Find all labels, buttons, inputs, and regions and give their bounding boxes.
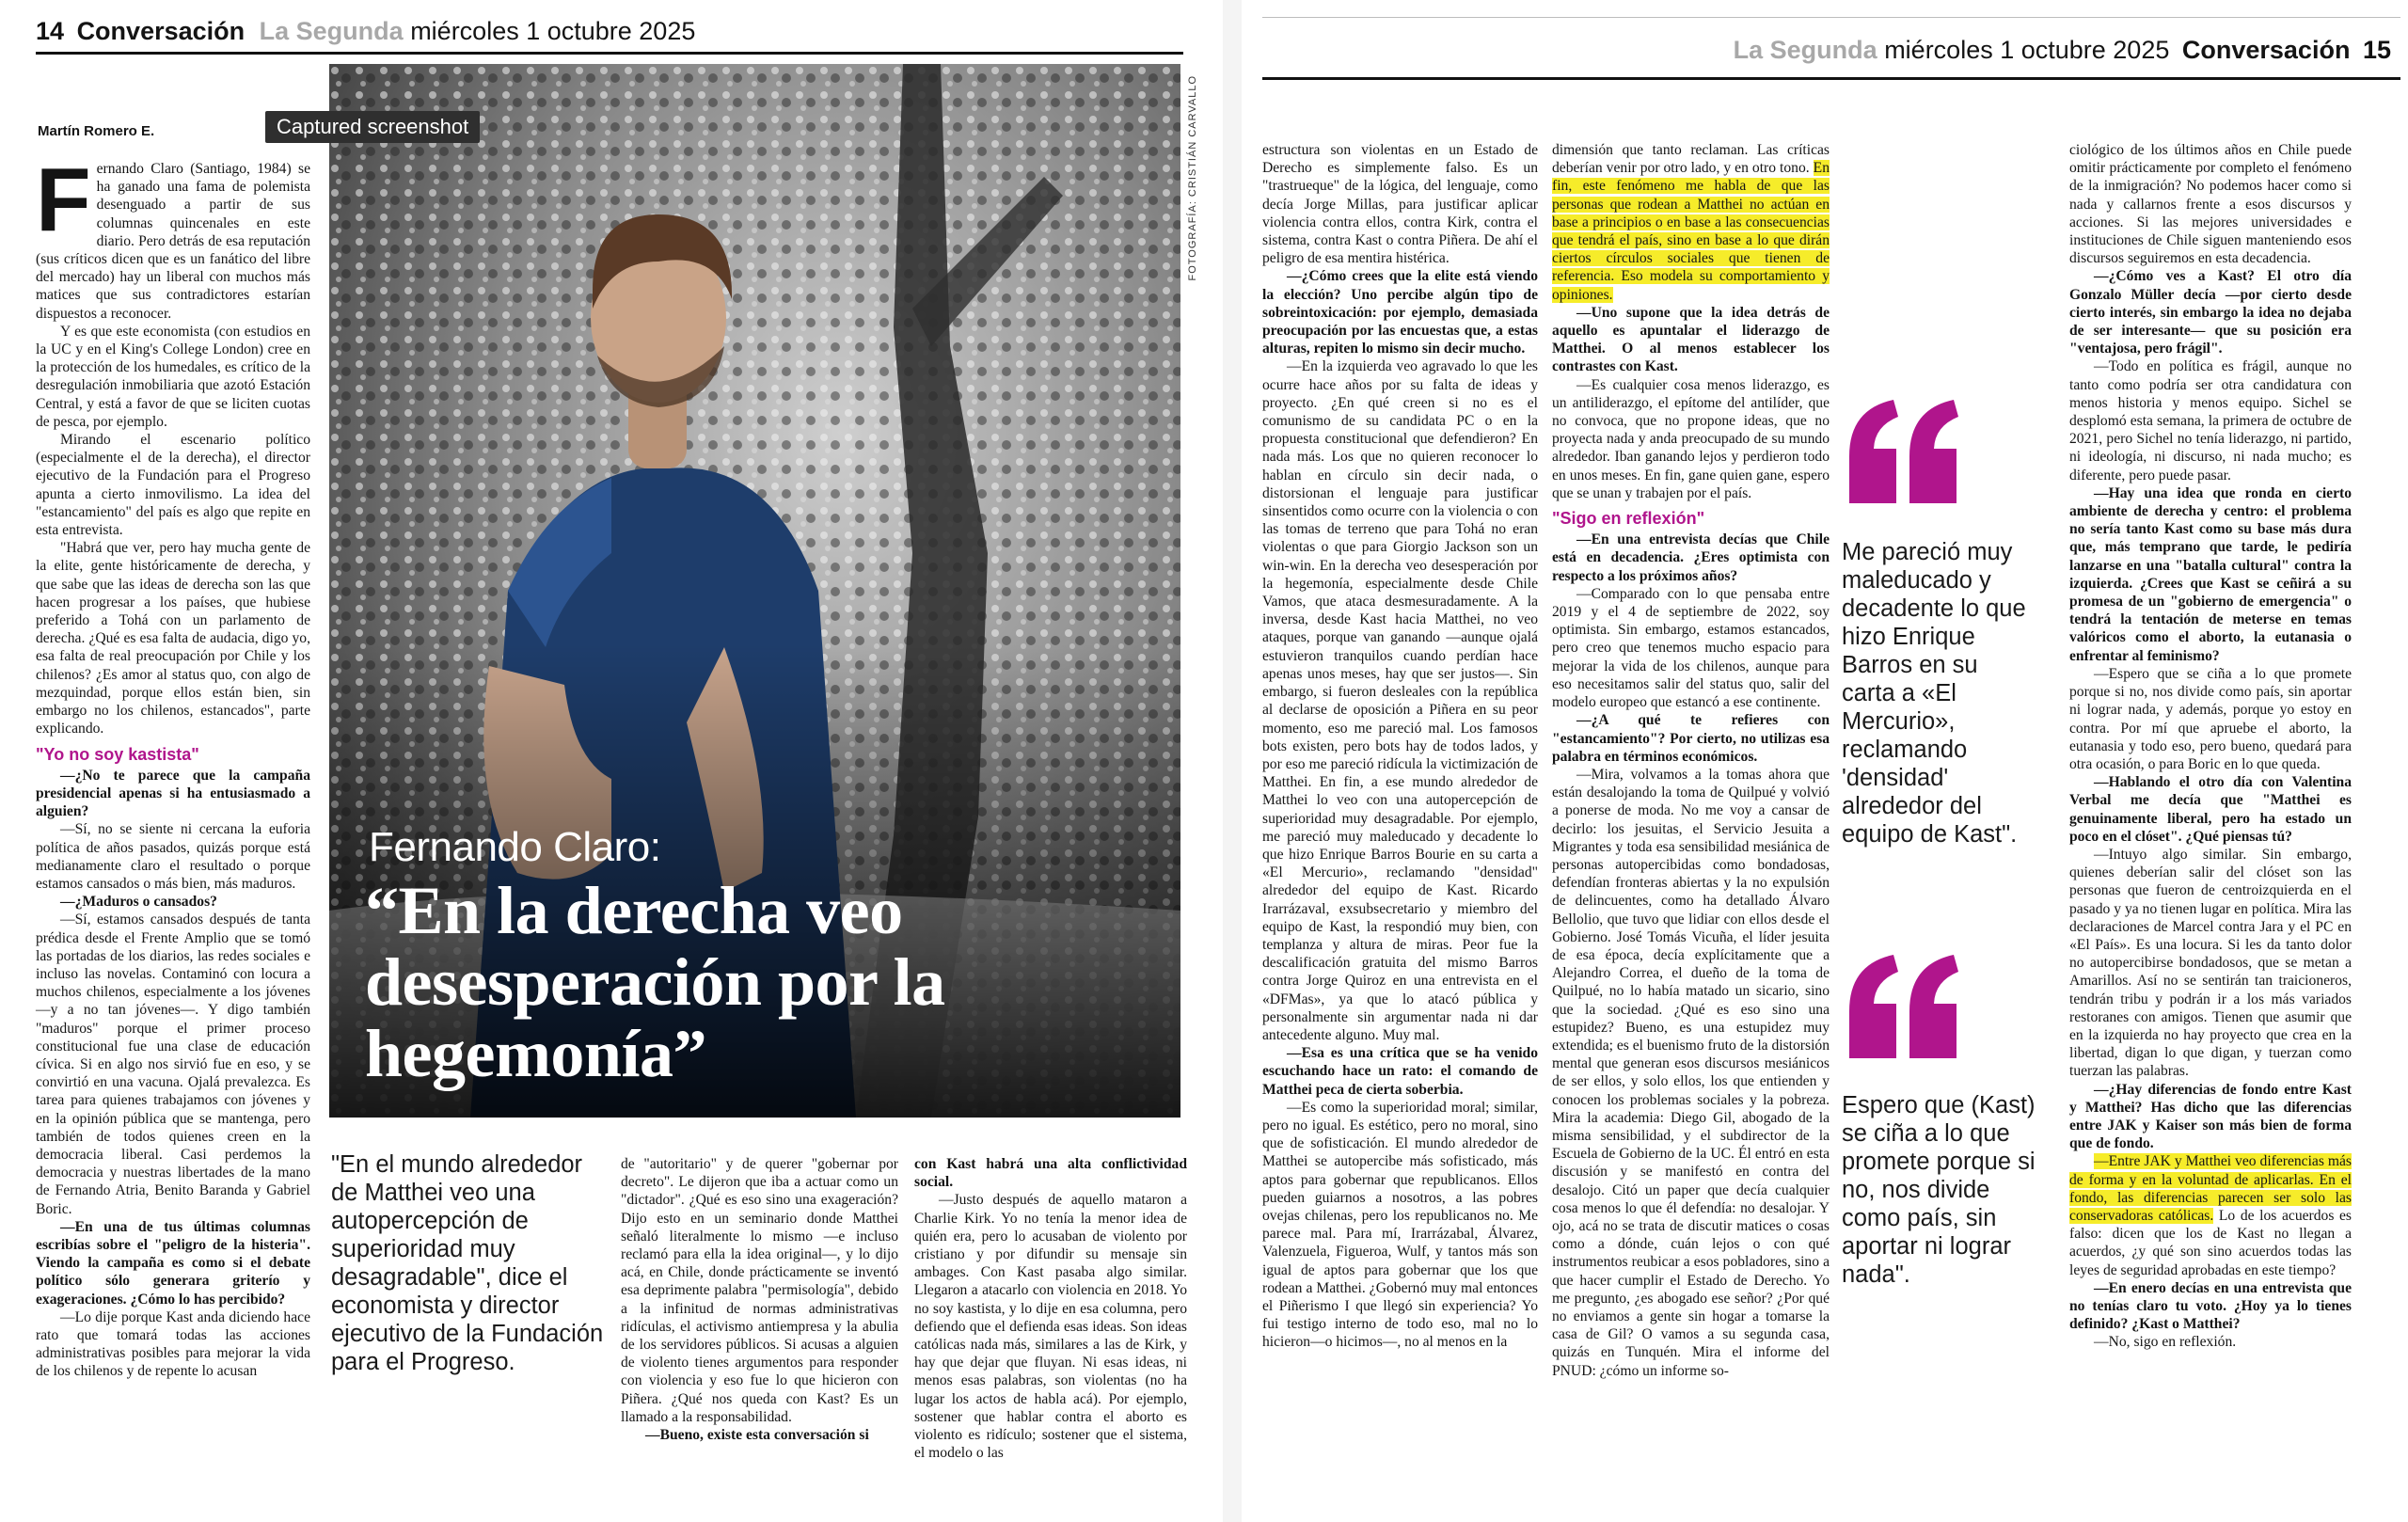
left-page-header xyxy=(36,17,695,46)
paragraph: "Habrá que ver, pero hay mucha gente de la elite, gente históricamente de derecha, y que sabe que las ideas de derecha son las que hacen progresar a los países, que hubiese preferido a Tohá con un parlamento de derecha. ¿Qué es esa falta de audacia, digo yo, esa falta de real preocupación por Chile y los chilenos? ¿Es amor al status quo, con algo de mezquindad, porque ellos están bien, sin embargo no los chilenos, estancados", parte explicando. xyxy=(36,540,310,737)
question: —En una entrevista decías que Chile está en decadencia. ¿Eres optimista con respecto a los próximos años? xyxy=(1552,531,1830,584)
question: —Uno supone que la idea detrás de aquello es apuntalar el liderazgo de Matthei. O al menos establecer los contrastes con Kast. xyxy=(1552,304,1830,375)
right-column-4 xyxy=(2069,141,2352,1352)
left-column-1 xyxy=(36,150,310,1381)
question-continued: con Kast habrá una alta conflictividad social. xyxy=(914,1156,1187,1191)
paragraph: Y es que este economista (con estudios en la UC y en el King's College London) cree en la protección de los humedales, es crítico de la desregulación inmobiliaria que azotó Estación Central, y está a favor de que se liciten cuotas de pesca, por ejemplo. xyxy=(36,323,310,430)
left-column-3 xyxy=(621,1155,898,1444)
answer: —Espero que se ciña a lo que promete porque si no, nos divide como país, sin aportar ni lograr nada, y además, porque yo estoy en contra. Por mí que apruebe el aborto, la eutanasia y todo eso, pero bueno, quedará para otra ocasión, o para Boric en lo que queda. xyxy=(2069,665,2352,772)
paragraph: Mirando el escenario político (especialmente el de la derecha), el director ejecutivo de la Fundación para el Progreso apunta a cierto inmovilismo. La idea del "estancamiento" del país es algo que repite en esta entrevista. xyxy=(36,432,310,539)
question: —¿Cómo ves a Kast? El otro día Gonzalo Müller decía —por cierto desde cierto interés, sin embargo la idea no dejaba de ser interesante— que su posición era "ventajosa, pero frágil". xyxy=(2069,268,2352,357)
pull-quote: "En el mundo alrededor de Matthei veo una autopercepción de superioridad muy desagradable", dice el economista y director ejecutivo de la Fundación para el Progreso. xyxy=(331,1151,604,1375)
question: —En una de tus últimas columnas escribías sobre el "peligro de la histeria". Viendo la campaña es como si el debate político sólo generara griterío y exageraciones. ¿Cómo lo has percibido? xyxy=(36,1218,310,1308)
answer: —En la izquierda veo agravado lo que les ocurre hace años por su falta de ideas y proyecto. ¿En qué creen si no es el comunismo de su candidata PC o en la propuesta constitucional que defendieron? En nada más. Los que no quieren reconocer lo hablan en círculo sin decir nada, o distorsionan el lenguaje para justificar sinsentidos como ocurre con la violencia o con las tomas de terreno que para Tohá no eran violentas o que para Giorgio Jackson son un win-win. En la derecha veo desesperación por la hegemonía, especialmente desde Chile Vamos, que ataca desmesuradamente. A la inversa, desde Kast hacia Matthei, no veo ataques, porque van ganando —aunque ojalá estuvieron tranquilos cuando perdían hace apenas unos meses, hay que ser justos—. Sin embargo, si fueron desleales con la república al declarse de oposición a Piñera en su peor momento, eso me pareció mal. Los famosos bots existen, pero bots hay de todos lados, y por eso me pareció ridícula la victimización de Matthei. En fin, a ese mundo alrededor de Matthei lo veo con una autopercepción de superioridad muy desagradable. Por ejemplo, me pareció muy maleducado y decadente lo que hizo Enrique Barros Bourie en su carta a «El Mercurio», reclamando "densidad" alrededor del equipo de Kast. Ricardo Irarrázaval, exsubsecretario y miembro del equipo de Kast, la respondió muy bien, con templanza y altura de miras. Peor fue la descalificación gratuita del mismo Barros contra Jorge Quiroz en una entrevista en el «DFMas», ya que lo atacó pública y personalmente sin argumentar nada ni dar antecedente alguno. Muy mal. xyxy=(1262,358,1538,1043)
answer: —Todo en política es frágil, aunque no tanto como podría ser otra candidatura con menos historia y menos equipo. Sichel se desplomó esta semana, la primera de octubre de 2021, pero Sichel no tenía liderazgo, ni partido, ni ideología, ni discurso, ni nada mucho; es diferente, pero puede pasar. xyxy=(2069,358,2352,484)
answer-continued xyxy=(1552,141,1830,304)
question: —En enero decías en una entrevista que no tenías claro tu voto. ¿Hoy ya lo tienes definido? ¿Kast o Matthei? xyxy=(2069,1279,2352,1333)
answer: —Justo después de aquello mataron a Charlie Kirk. Yo no tenía la menor idea de quién era, pero lo acusaban de violento por cristiano y por difundir su mensaje sin ambages. Con Kast pasaba algo similar. Llegaron a atacarlo con violencia en 2018. Yo no soy kastista, y lo dije en esa columna, pero defiendo que el defienda esas ideas. Son ideas católicas nada más, similares a las de Kirk, y hay que dejar que fluyan. Ni esas ideas, ni menos esas palabras, son violentas (no ha lugar los actos de habla acá). Por ejemplo, sostener que hablar contra el aborto es violento es ridículo; sostener que el sistema, el modelo o las xyxy=(914,1192,1187,1462)
answer xyxy=(2069,1152,2352,1278)
drop-cap: F xyxy=(36,150,91,250)
section-name: Conversación xyxy=(76,17,246,45)
right-column-2 xyxy=(1552,141,1830,1380)
header-rule xyxy=(1262,77,2400,80)
page-gutter xyxy=(1223,0,1242,1522)
right-column-1 xyxy=(1262,141,1538,1352)
pull-quote: Me pareció muy maleducado y decadente lo que hizo Enrique Barros en su carta a «El Mercurio», reclamando 'densidad' alrededor del equipo de Kast". xyxy=(1842,539,2026,848)
page-number: 14 xyxy=(36,17,65,45)
answer: —Sí, no se siente ni cercana la euforia política de años pasados, quizás porque está medianamente claro el resultado o porque estamos cansados o más bien, más maduros. xyxy=(36,821,310,892)
intro-paragraph xyxy=(36,150,310,323)
right-page-header xyxy=(1734,36,2391,65)
answer: —Es como la superioridad moral; similar, pero no igual. Es estético, pero no moral, sino que de sofisticación. El mundo alrededor de Matthei se autopercibe más sofisticado, más aptos para gobernar que republicanos. Ellos pueden guiarnos a nosotros, a las pobres ovejas chilenas, pero los republicanos no. Me parece mal. Para mí, Irarrázabal, Álvarez, Valenzuela, Figueroa, Wulf, y tantos más son igual de aptos para gobernar que los que rodean a Matthei. ¿Gobernó muy mal entonces el Piñerismo I que llegó sin experiencia? Yo fui testigo interno de todo eso, mal no lo hicieron—o hicimos—, no al menos en la xyxy=(1262,1099,1538,1351)
answer: —Comparado con lo que pensaba entre 2019 y el 4 de septiembre de 2022, soy optimista. Sin embargo, estamos estancados, pero creo que tenemos mucho espacio para mejorar la vida de los chilenos, aunque para eso necesitamos salir del status quo, salir del modelo europeo que estancó a ese continente. xyxy=(1552,585,1830,711)
top-thin-rule xyxy=(1262,17,2400,18)
pull-quote: Espero que (Kast) se ciña a lo que promete porque si no, nos divide como país, sin aportar ni lograr nada". xyxy=(1842,1092,2036,1288)
answer: —Intuyo algo similar. Sin embargo, quienes deberían salir del clóset son las personas que fueron de centroizquierda en el pasado y ya no tienen lugar en política. Mira las declaraciones de Marcel contra Jara y el PC en «El País». Es una locura. Si les da tanto dolor no autopercibirse bondadosos, que se metan a Amarillos. Así no se sentirán tan traicioneros, tendrán tribu y podrán ir a los más variados restoranes con amigos. Tienen que asumir que en la izquierda no hay proyecto que crea en la libertad, digan lo que digan, y tuerzan como tuerzan las palabras. xyxy=(2069,846,2352,1080)
question: —Esa es una crítica que se ha venido escuchando hace un rato: el comando de Matthei peca de cierta soberbia. xyxy=(1262,1045,1538,1098)
right-page xyxy=(1242,0,2408,1522)
captured-screenshot-badge: Captured screenshot xyxy=(265,111,480,143)
question: —¿A qué te refieres con "estancamiento"? Por cierto, no utilizas esa palabra en términos económicos. xyxy=(1552,712,1830,765)
question: —¿No te parece que la campaña presidencial apenas si ha entusiasmado a alguien? xyxy=(36,767,310,820)
answer-text: dimensión que tanto reclaman. Las críticas deberían venir por otro lado, y en otro tono. xyxy=(1552,142,1830,177)
answer-continued: estructura son violentas en un Estado de Derecho es simplemente falso. Es un "trastrueque" de la lógica, del lenguaje, como decía Jorge Millas, para justificar aplicar violencia contra ellos, contra Kirk, contra el sistema, contra Kast o contra Piñera. De ahí el peligro de esa mentira histérica. xyxy=(1262,142,1538,267)
answer-text: Lo de los acuerdos es falso: dicen que los de Kast no llegan a acuerdos, ¿y qué son sino acuerdos todas las leyes de seguridad aprobadas en este tiempo? xyxy=(2069,1207,2352,1278)
intro-text: ernando Claro (Santiago, 1984) se ha ganado una fama de polemista desenguado a partir de sus columnas quincenales en este diario. Pero detrás de esa reputación (sus críticos dicen que es un fanático del libre del mercado) hay un liberal con muchos más matices que sus contradictores estarían dispuestos a reconocer. xyxy=(36,161,310,322)
brand-name: La Segunda xyxy=(1733,36,1877,64)
quote-mark-icon xyxy=(1842,955,1964,1058)
answer: —Lo dije porque Kast anda diciendo hace rato que tomará todas las acciones administrativas posibles para mejorar la vida de los chilenos y de repente lo acusan xyxy=(36,1308,310,1380)
question: —Bueno, existe esta conversación si xyxy=(645,1427,869,1444)
left-column-4 xyxy=(914,1155,1187,1462)
brand-name: La Segunda xyxy=(259,17,404,45)
answer: —Mira, volvamos a la tomas ahora que están desalojando la toma de Quilpué y volvió a ponerse de moda. No me voy a cansar de decirlo: los jesuitas, el Servicio Jesuita a Migrantes y toda esa sensibilidad mesiánica de personas autopercibidas como bondadosas, defendían fronteras abiertas y la no expulsión de delincuentes, como ha detallado Álvaro Bellolio, que tuvo que lidiar con ellos desde el Gobierno. José Tomás Vicuña, el líder jesuita de esa época, decía explícitamente que a Alejandro Correa, el dueño de la toma de Quilpué, no lo había matado un sicario, sino que la sociedad. ¿Qué es eso sino una estupidez? Bueno, es una estupidez muy extendida; es el buenismo fruto de la distorsión mental que generan esos discursos mesiánicos de ser ellos, y solo ellos, los que entienden y conocen los problemas sociales y la pobreza. Mira la academia: Diego Gil, abogado de la misma sensibilidad, y el subdirector de la Escuela de Gobierno de la UC. Él entró en esta discusión y se manifestó en contra del desalojo. Citó un paper que decía cualquier cosa menos lo que él defendía: no desalojar. Y ojo, acá no se trata de discutir matices o cosas como a dónde, cuán lejos o con qué instrumentos reubicar a esos pobladores, sino a que hacer cumplir el Estado de Derecho. Yo me pregunto, ¿es abogado ese señor? ¿Por qué no enviamos a gente sin hogar a tomarse la casa de Gil? O vamos a su segunda casa, quizás en Tunquén. Mira el informe del PNUD: ¿cómo un informe so- xyxy=(1552,766,1830,1379)
issue-date: miércoles 1 octubre 2025 xyxy=(410,17,696,45)
answer-continued: de "autoritario" y de querer "gobernar por decreto". Le dijeron que iba a actuar como un "dictador". ¿Qué es eso sino una exageración? Dijo esto en un seminario donde Matthei señaló literalmente lo mismo —e incluso reclamó para ella la idea original—, y lo dijo acá, en Chile, donde prácticamente se inventó esa deprimente palabra "permisología", debido a la infinitud de normas administrativas ridículas, el activismo antiempresa y la abulia de los servidores públicos. Si acusas a alguien de violento tienes argumentos para responder con violencia y eso fue lo que hicieron con Piñera. ¿Qué nos queda con Kast? Es un llamado a la responsabilidad. xyxy=(621,1156,898,1425)
quote-mark-icon xyxy=(1842,400,1964,503)
answer: —Sí, estamos cansados después de tanta prédica desde el Frente Amplio que se tomó las portadas de los diarios, las redes sociales e incluso las novelas. Contaminó con locura a muchos chilenos, especialmente a los jóvenes —y a no tan jóvenes—. Y digo también "maduros" porque el primer proceso constitucional fue una clase de educación cívica. Si en algo nos sirvió fue en eso, y se convirtió en una vacuna. Ojalá prevalezca. Es tarea para quienes trabajamos con jóvenes y en la opinión pública que se mantenga, pero también de todos quienes creen en la democracia liberal. Casi perdemos la democracia y nuestras libertades de la mano de Fernando Atria, Benito Baranda y Gabriel Boric. xyxy=(36,912,310,1217)
question: —¿Hay diferencias de fondo entre Kast y Matthei? Has dicho que las diferencias entre JAK y Kaiser son más bien de forma que de fondo. xyxy=(2069,1081,2352,1152)
byline: Martín Romero E. xyxy=(38,123,155,139)
subheading: "Yo no soy kastista" xyxy=(36,744,199,764)
page-number: 15 xyxy=(2362,36,2391,64)
highlighted-passage: —Entre JAK y Matthei veo diferencias más de forma y en la voluntad de aplicarlas. En el fondo, las diferencias parecen ser solo las conservadoras católicas. xyxy=(2069,1153,2352,1224)
question: —¿Cómo crees que la elite está viendo la elección? Uno percibe algún tipo de sobreintoxicación: por ejemplo, demasiada preocupación por las encuestas que, a estas alturas, repiten lo mismo sin decir mucho. xyxy=(1262,268,1538,357)
question: —¿Maduros o cansados? xyxy=(60,894,217,911)
header-rule xyxy=(36,52,1183,55)
issue-date: miércoles 1 octubre 2025 xyxy=(1884,36,2170,64)
subheading: "Sigo en reflexión" xyxy=(1552,509,1705,529)
photo-credit: FOTOGRAFÍA: CRISTIÁN CARVALLO xyxy=(1187,75,1198,281)
headline-name: Fernando Claro: xyxy=(369,824,661,870)
answer: —No, sigo en reflexión. xyxy=(2094,1334,2237,1351)
highlighted-passage: En fin, este fenómeno me habla de que las personas que rodean a Matthei no actúan en base a principios o en base a las consecuencias que tendrá el país, sino en base a lo que dirán ciertos círculos sociales que tienen de referencia. Eso modela su comportamiento y opiniones. xyxy=(1552,160,1830,303)
question: —Hablando el otro día con Valentina Verbal me decía que "Matthei es genuinamente liberal, pero ha estado un poco en el clóset". ¿Qué piensas tú? xyxy=(2069,774,2352,845)
section-name: Conversación xyxy=(2181,36,2351,64)
answer-continued: ciológico de los últimos años en Chile puede omitir prácticamente por completo el fenómeno de la inmigración? No podemos hacer como si nada y callarnos frente a esos discursos y acciones. Si las mejores universidades e instituciones de Chile siguen manteniendo esos discursos seguiremos en esta decadencia. xyxy=(2069,142,2352,267)
question: —Hay una idea que ronda en cierto ambiente de derecha y centro: el problema no sería tanto Kast como su base más dura que, más temprano que tarde, le pediría lanzarse en una "batalla cultural" contra la izquierda. ¿Crees que Kast se ceñirá a su promesa de un "gobierno de emergencia" o tendrá la tentación de meterse en temas valóricos como el aborto, la eutanasia o enfrentar al feminismo? xyxy=(2069,484,2352,664)
answer: —Es cualquier cosa menos liderazgo, es un antiliderazgo, el epítome del antilíder, que no convoca, que no propone ideas, que no proyecta nada y anda preocupado de su mundo alrededor. Iban ganando lejos y perdieron todo en unos meses. En fin, gane quien gane, espero que se unan y trabajen por el país. xyxy=(1552,376,1830,501)
headline-quote: “En la derecha veo desesperación por la hegemonía” xyxy=(365,873,945,1091)
